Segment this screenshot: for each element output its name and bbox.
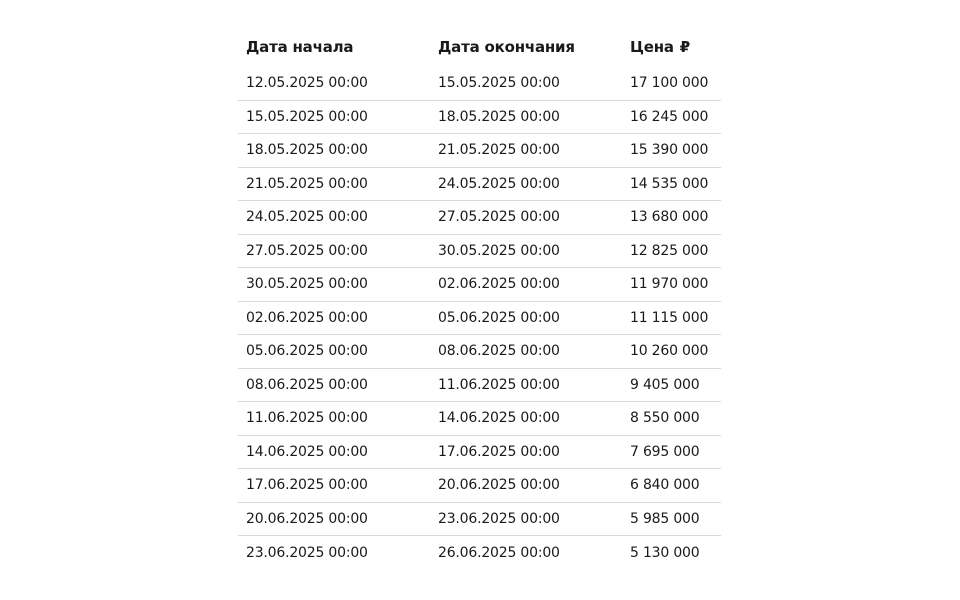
price-cell: 8 550 000 bbox=[630, 410, 700, 427]
start-date-cell: 17.06.2025 00:00 bbox=[246, 477, 368, 494]
header-start-date: Дата начала bbox=[246, 38, 354, 56]
header-price-label: Цена bbox=[630, 38, 674, 56]
price-cell: 11 115 000 bbox=[630, 309, 709, 326]
price-cell: 13 680 000 bbox=[630, 209, 709, 226]
table-row bbox=[238, 402, 721, 436]
ruble-currency-icon: ₽ bbox=[679, 38, 691, 56]
end-date-cell: 17.06.2025 00:00 bbox=[438, 443, 560, 460]
price-cell: 15 390 000 bbox=[630, 142, 709, 159]
price-schedule-table bbox=[238, 30, 721, 570]
price-cell: 10 260 000 bbox=[630, 343, 709, 360]
start-date-cell: 05.06.2025 00:00 bbox=[246, 343, 368, 360]
table-row bbox=[238, 503, 721, 537]
end-date-cell: 26.06.2025 00:00 bbox=[438, 544, 560, 561]
start-date-cell: 21.05.2025 00:00 bbox=[246, 175, 368, 192]
end-date-cell: 15.05.2025 00:00 bbox=[438, 75, 560, 92]
price-cell: 17 100 000 bbox=[630, 75, 709, 92]
end-date-cell: 14.06.2025 00:00 bbox=[438, 410, 560, 427]
price-cell: 14 535 000 bbox=[630, 175, 709, 192]
start-date-cell: 18.05.2025 00:00 bbox=[246, 142, 368, 159]
table-row bbox=[238, 268, 721, 302]
start-date-cell: 24.05.2025 00:00 bbox=[246, 209, 368, 226]
table-row bbox=[238, 134, 721, 168]
price-cell: 9 405 000 bbox=[630, 376, 700, 393]
start-date-cell: 20.06.2025 00:00 bbox=[246, 510, 368, 527]
end-date-cell: 30.05.2025 00:00 bbox=[438, 242, 560, 259]
end-date-cell: 08.06.2025 00:00 bbox=[438, 343, 560, 360]
price-cell: 5 985 000 bbox=[630, 510, 700, 527]
start-date-cell: 27.05.2025 00:00 bbox=[246, 242, 368, 259]
start-date-cell: 02.06.2025 00:00 bbox=[246, 309, 368, 326]
end-date-cell: 21.05.2025 00:00 bbox=[438, 142, 560, 159]
table-row bbox=[238, 67, 721, 101]
start-date-cell: 14.06.2025 00:00 bbox=[246, 443, 368, 460]
end-date-cell: 27.05.2025 00:00 bbox=[438, 209, 560, 226]
price-cell: 7 695 000 bbox=[630, 443, 700, 460]
table-row bbox=[238, 469, 721, 503]
table-body bbox=[238, 67, 721, 570]
start-date-cell: 15.05.2025 00:00 bbox=[246, 108, 368, 125]
end-date-cell: 05.06.2025 00:00 bbox=[438, 309, 560, 326]
start-date-cell: 11.06.2025 00:00 bbox=[246, 410, 368, 427]
start-date-cell: 23.06.2025 00:00 bbox=[246, 544, 368, 561]
end-date-cell: 02.06.2025 00:00 bbox=[438, 276, 560, 293]
table-header-row bbox=[238, 30, 721, 64]
price-cell: 6 840 000 bbox=[630, 477, 700, 494]
start-date-cell: 08.06.2025 00:00 bbox=[246, 376, 368, 393]
table-row bbox=[238, 101, 721, 135]
table-row bbox=[238, 536, 721, 570]
table-row bbox=[238, 235, 721, 269]
table-row bbox=[238, 168, 721, 202]
start-date-cell: 30.05.2025 00:00 bbox=[246, 276, 368, 293]
price-cell: 16 245 000 bbox=[630, 108, 709, 125]
start-date-cell: 12.05.2025 00:00 bbox=[246, 75, 368, 92]
price-cell: 5 130 000 bbox=[630, 544, 700, 561]
table-row bbox=[238, 302, 721, 336]
end-date-cell: 20.06.2025 00:00 bbox=[438, 477, 560, 494]
header-price bbox=[630, 38, 721, 56]
header-end-date: Дата окончания bbox=[438, 38, 575, 56]
price-cell: 11 970 000 bbox=[630, 276, 709, 293]
table-row bbox=[238, 436, 721, 470]
table-row bbox=[238, 369, 721, 403]
end-date-cell: 18.05.2025 00:00 bbox=[438, 108, 560, 125]
end-date-cell: 23.06.2025 00:00 bbox=[438, 510, 560, 527]
table-row bbox=[238, 335, 721, 369]
price-cell: 12 825 000 bbox=[630, 242, 709, 259]
end-date-cell: 24.05.2025 00:00 bbox=[438, 175, 560, 192]
end-date-cell: 11.06.2025 00:00 bbox=[438, 376, 560, 393]
table-row bbox=[238, 201, 721, 235]
